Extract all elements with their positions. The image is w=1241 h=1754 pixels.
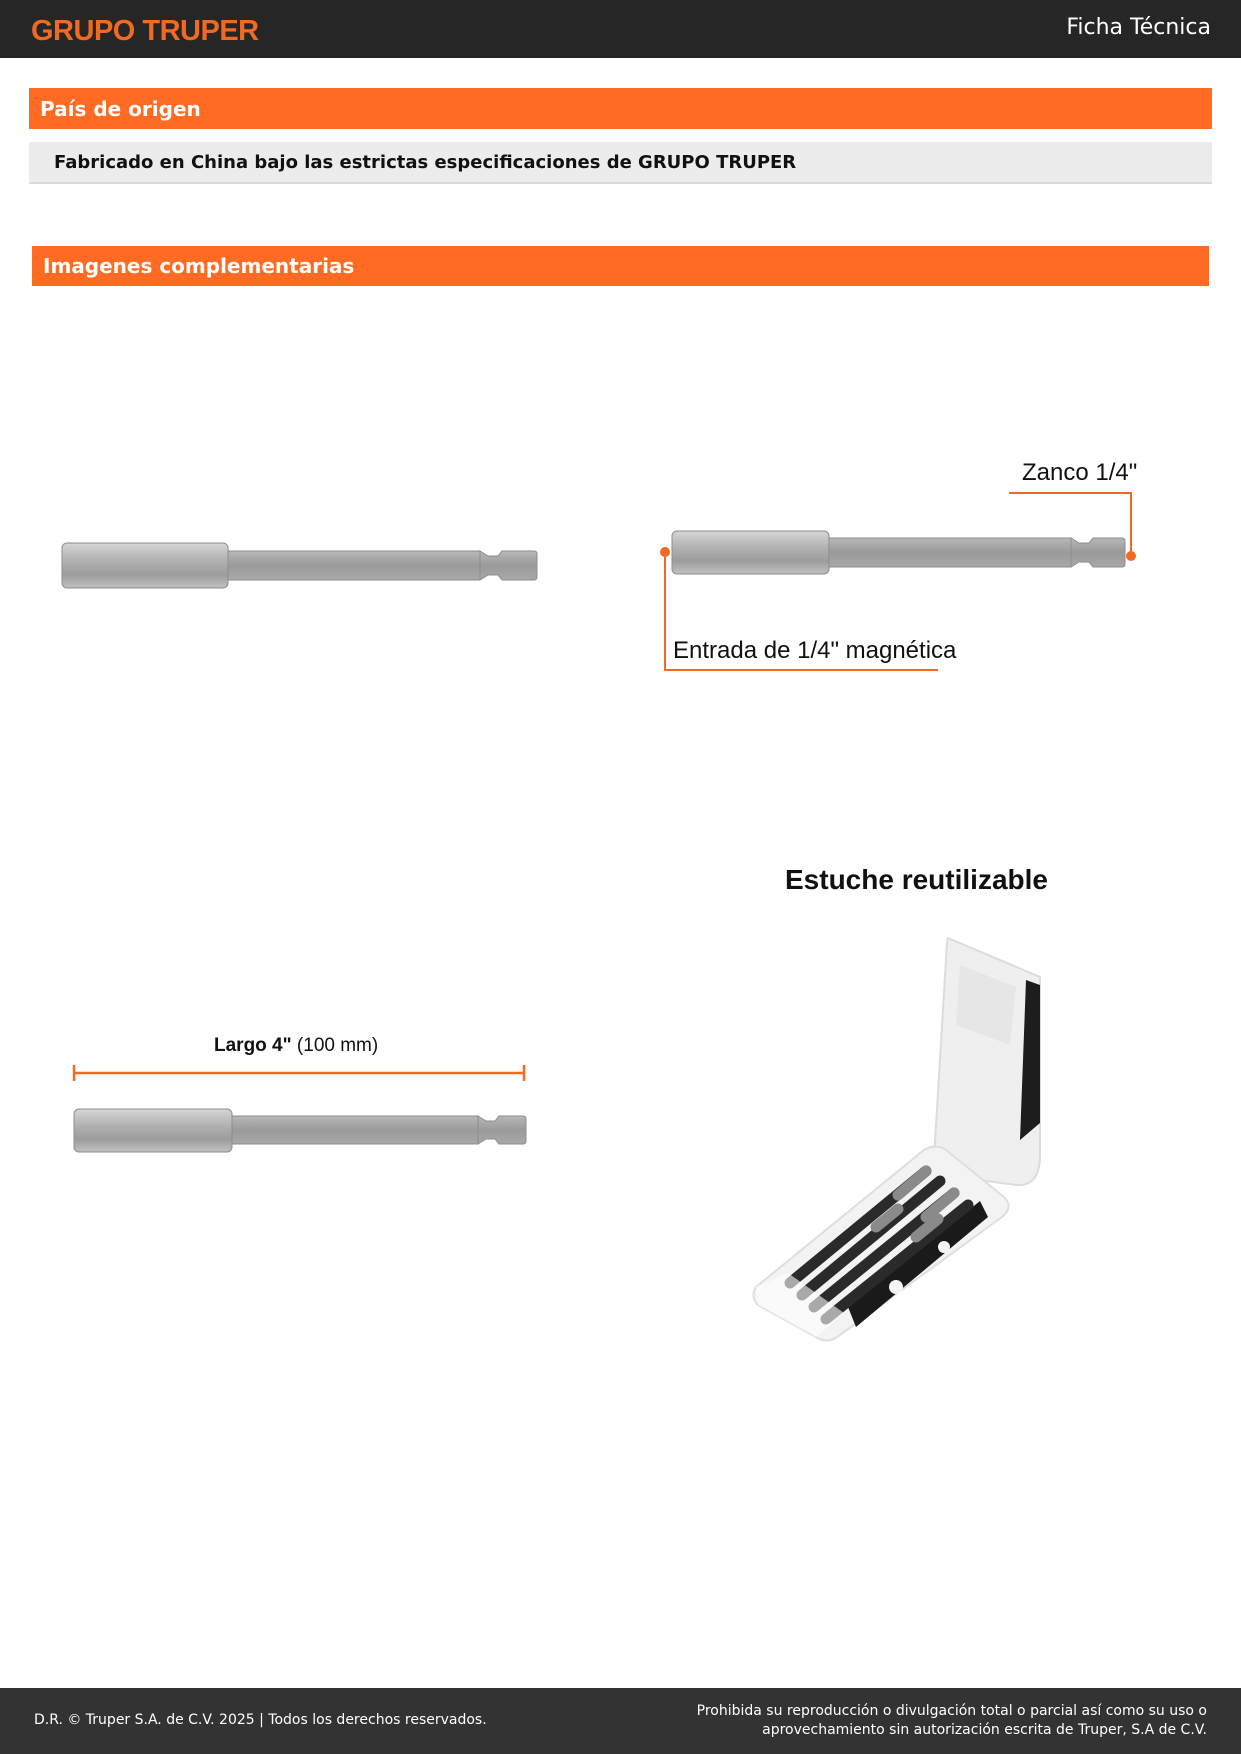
footer-legal-notice xyxy=(647,1702,1207,1740)
origin-section-title: País de origen xyxy=(29,88,1212,129)
bit-holder-image-1 xyxy=(60,540,540,590)
shank-callout-label: Zanco 1/4" xyxy=(1022,459,1138,486)
footer-bar xyxy=(0,1688,1241,1754)
case-callout-label: Estuche reutilizable xyxy=(785,864,1048,895)
length-callout-bold: Largo 4" xyxy=(214,1035,292,1056)
origin-text-label: Fabricado en China bajo las estrictas especificaciones de GRUPO TRUPER xyxy=(54,151,797,173)
header-bar xyxy=(0,0,1241,58)
entry-callout-label: Entrada de 1/4" magnética xyxy=(673,637,957,664)
entry-callout-dot xyxy=(660,547,670,557)
brand-logo: GRUPO TRUPER xyxy=(31,15,259,47)
document-type: Ficha Técnica xyxy=(1066,15,1211,40)
footer-copyright: D.R. © Truper S.A. de C.V. 2025 | Todos los derechos reservados. xyxy=(34,1712,487,1728)
length-callout-rest: (100 mm) xyxy=(291,1035,379,1056)
shank-callout-dot xyxy=(1126,551,1136,561)
images-section-title: Imagenes complementarias xyxy=(32,246,1209,286)
bit-holder-image-length xyxy=(70,1064,530,1158)
footer-legal-line-1: Prohibida su reproducción o divulgación total o parcial así como su uso o xyxy=(696,1703,1207,1719)
footer-legal-line-2: aprovechamiento sin autorización escrita de Truper, S.A de C.V. xyxy=(762,1722,1207,1738)
length-callout-label xyxy=(214,1036,378,1055)
reusable-case-image xyxy=(748,935,1048,1345)
origin-text xyxy=(29,142,1212,184)
